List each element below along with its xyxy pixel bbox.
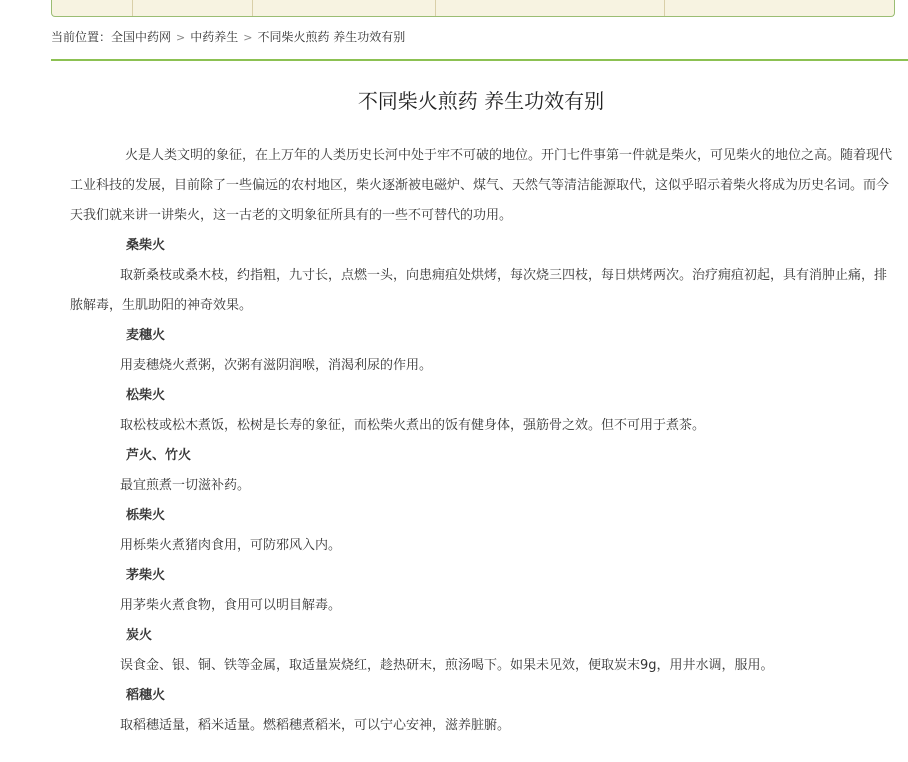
section-lu-huo-zhu-huo: [70, 441, 892, 501]
section-heading: 茅柴火: [126, 568, 166, 583]
section-text: 取稻穗适量，稻米适量。燃稻穗煮稻米，可以宁心安神，滋养脏腑。: [120, 718, 511, 733]
section-heading: 桑柴火: [126, 238, 166, 253]
nav-divider: [252, 0, 253, 16]
section-heading: 栎柴火: [126, 508, 166, 523]
section-heading: 芦火、竹火: [126, 448, 192, 463]
section-heading: 炭火: [126, 628, 153, 643]
nav-divider: [664, 0, 665, 16]
section-heading: 稻穗火: [126, 688, 166, 703]
section-text: 用栎柴火煮猪肉食用，可防邪风入内。: [120, 538, 342, 553]
section-text: 用麦穗烧火煮粥，次粥有滋阴润喉，消渴利尿的作用。: [120, 358, 433, 373]
breadcrumb-link-home[interactable]: 全国中药网: [111, 30, 172, 44]
breadcrumb-separator-icon: >: [176, 31, 186, 44]
section-tan-huo: [70, 621, 892, 681]
section-song-chai-huo: [70, 381, 892, 441]
breadcrumb-divider: [51, 59, 908, 61]
section-sang-chai-huo: [70, 231, 892, 321]
section-li-chai-huo: [70, 501, 892, 561]
section-mai-sui-huo: [70, 321, 892, 381]
section-dao-sui-huo: [70, 681, 892, 741]
section-text: 用茅柴火煮食物，食用可以明目解毒。: [120, 598, 342, 613]
breadcrumb: [51, 28, 405, 47]
article-intro: 火是人类文明的象征，在上万年的人类历史长河中处于牢不可破的地位。开门七件事第一件就是柴火，可见柴火的地位之高。随着现代工业科技的发展，目前除了一些偏远的农村地区，柴火逐渐被电磁炉、煤气、天然气等清洁能源取代，这似乎昭示着柴火将成为历史名词。而今天我们就来讲一讲柴火，这一古老的文明象征所具有的一些不可替代的功用。: [70, 148, 893, 223]
top-navigation-bar: [51, 0, 895, 17]
section-text: 取新桑枝或桑木枝，约指粗，九寸长，点燃一头，向患痈疽处烘烤，每次烧三四枝，每日烘烤两次。治疗痈疽初起，具有消肿止痛，排脓解毒，生肌助阳的神奇效果。: [70, 268, 888, 313]
nav-divider: [435, 0, 436, 16]
section-mao-chai-huo: [70, 561, 892, 621]
page-title: 不同柴火煎药 养生功效有别: [357, 89, 605, 113]
breadcrumb-current: 不同柴火煎药 养生功效有别: [257, 30, 406, 44]
breadcrumb-separator-icon: >: [243, 31, 253, 44]
section-text: 误食金、银、铜、铁等金属，取适量炭烧红，趁热研末，煎汤喝下。如果未见效，便取炭末9g，用井水调，服用。: [120, 658, 774, 673]
article-body: [70, 141, 892, 741]
section-text: 取松枝或松木煮饭，松树是长寿的象征，而松柴火煮出的饭有健身体，强筋骨之效。但不可用于煮茶。: [120, 418, 706, 433]
section-heading: 麦穗火: [126, 328, 166, 343]
section-text: 最宜煎煮一切滋补药。: [120, 478, 251, 493]
nav-divider: [132, 0, 133, 16]
breadcrumb-prefix: 当前位置：: [51, 30, 112, 44]
breadcrumb-link-category[interactable]: 中药养生: [190, 30, 239, 44]
section-heading: 松柴火: [126, 388, 166, 403]
